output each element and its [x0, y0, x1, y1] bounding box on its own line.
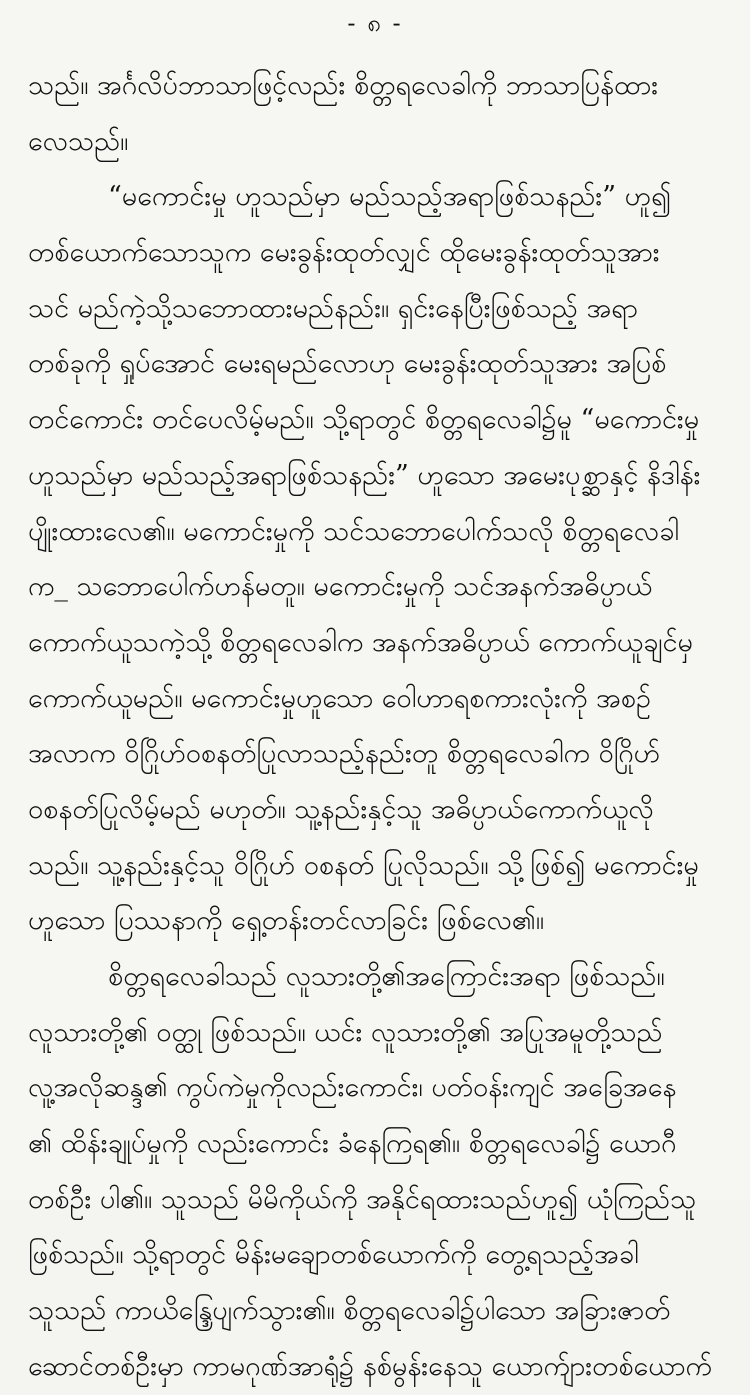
text-line: လူ့အလိုဆန္ဒ၏ ကွပ်ကဲမှုကိုလည်းကောင်း၊ ပတ်ဝန်းကျင် အခြေအနေ	[28, 1072, 677, 1104]
text-line: “မကောင်းမှု ဟူသည်မှာ မည်သည့်အရာဖြစ်သနည်း” ဟူ၍	[108, 181, 672, 213]
text-line: ဟူသော ပြဿနာကို ရှေ့တန်းတင်လာခြင်း ဖြစ်လေ၏။	[28, 905, 544, 937]
text-line: ၏ ထိန်းချုပ်မှုကို လည်းကောင်း ခံနေကြရ၏။ စိတ္တရလေခါ၌ ယောဂီ	[28, 1128, 677, 1160]
text-line: ဆောင်တစ်ဦးမှာ ကာမဂုဏ်အာရုံ၌ နစ်မွန်းနေသူ ယောက်ျားတစ်ယောက်	[28, 1350, 712, 1382]
text-line: လေသည်။	[28, 125, 129, 157]
text-line: စိတ္တရလေခါသည် လူသားတို့၏အကြောင်းအရာ ဖြစ်သည်။	[108, 961, 665, 992]
text-line: သည်။ သူ့နည်းနှင့်သူ ဝိဂြိုဟ် ဝစနတ် ပြုလိုသည်။ သို့ဖြစ်၍ မကောင်းမှု	[28, 849, 699, 881]
text-line: သင် မည်ကဲ့သို့သဘောထားမည်နည်း။ ရှင်းနေပြီးဖြစ်သည့် အရာ	[28, 292, 638, 324]
text-line: လူသားတို့၏ ဝတ္ထု ဖြစ်သည်။ ယင်း လူသားတို့၏ အပြုအမူတို့သည်	[28, 1016, 663, 1048]
text-line: အလာက ဝိဂြိုဟ်ဝစနတ်ပြုလာသည့်နည်းတူ စိတ္တရလေခါက ဝိဂြိုဟ်	[28, 738, 661, 770]
text-line: တစ်ဦး ပါ၏။ သူသည် မိမိကိုယ်ကို အနိုင်ရထားသည်ဟူ၍ ယုံကြည်သူ	[28, 1183, 697, 1215]
text-line: ပျိုးထားလေ၏။ မကောင်းမှုကို သင်သဘောပေါက်သလို စိတ္တရလေခါ	[28, 515, 679, 547]
text-line: တစ်ယောက်သောသူက မေးခွန်းထုတ်လျှင် ထိုမေးခွန်းထုတ်သူအား	[28, 237, 660, 269]
text-line: ဝစနတ်ပြုလိမ့်မည် မဟုတ်။ သူ့နည်းနှင့်သူ အဓိပ္ပာယ်ကောက်ယူလို	[28, 793, 654, 825]
text-line: တစ်ခုကို ရှုပ်အောင် မေးရမည်လောဟု မေးခွန်းထုတ်သူအား အပြစ်	[28, 348, 667, 380]
text-line: က_ သဘောပေါက်ဟန်မတူ။ မကောင်းမှုကို သင်အနက်အဓိပ္ပာယ်	[28, 571, 653, 603]
text-line: ကောက်ယူမည်။ မကောင်းမှုဟူသော ဝေါဟာရစကားလုံးကို အစဉ်	[28, 682, 651, 714]
text-line: တင်ကောင်း တင်ပေလိမ့်မည်။ သို့ရာတွင် စိတ္တရလေခါ၌မူ “မကောင်းမှု	[28, 404, 700, 436]
text-line: သူသည် ကာယိန္ဒြေပျက်သွား၏။ စိတ္တရလေခါ၌ပါသော အခြားဇာတ်	[28, 1295, 671, 1327]
body-text	[28, 58, 736, 1395]
text-line: ကောက်ယူသကဲ့သို့ စိတ္တရလေခါက အနက်အဓိပ္ပာယ် ကောက်ယူချင်မှ	[28, 626, 693, 658]
page-number: - ၈ -	[347, 9, 403, 37]
text-line: ဖြစ်သည်။ သို့ရာတွင် မိန်းမချောတစ်ယောက်ကို တွေ့ရသည့်အခါ	[28, 1239, 639, 1271]
text-line: ဟူသည်မှာ မည်သည့်အရာဖြစ်သနည်း” ဟူသော အမေးပုစ္ဆာနှင့် နိဒါန်း	[28, 459, 701, 491]
text-line: သည်။ အင်္ဂလိပ်ဘာသာဖြင့်လည်း စိတ္တရလေခါကို ဘာသာပြန်ထား	[28, 70, 659, 101]
